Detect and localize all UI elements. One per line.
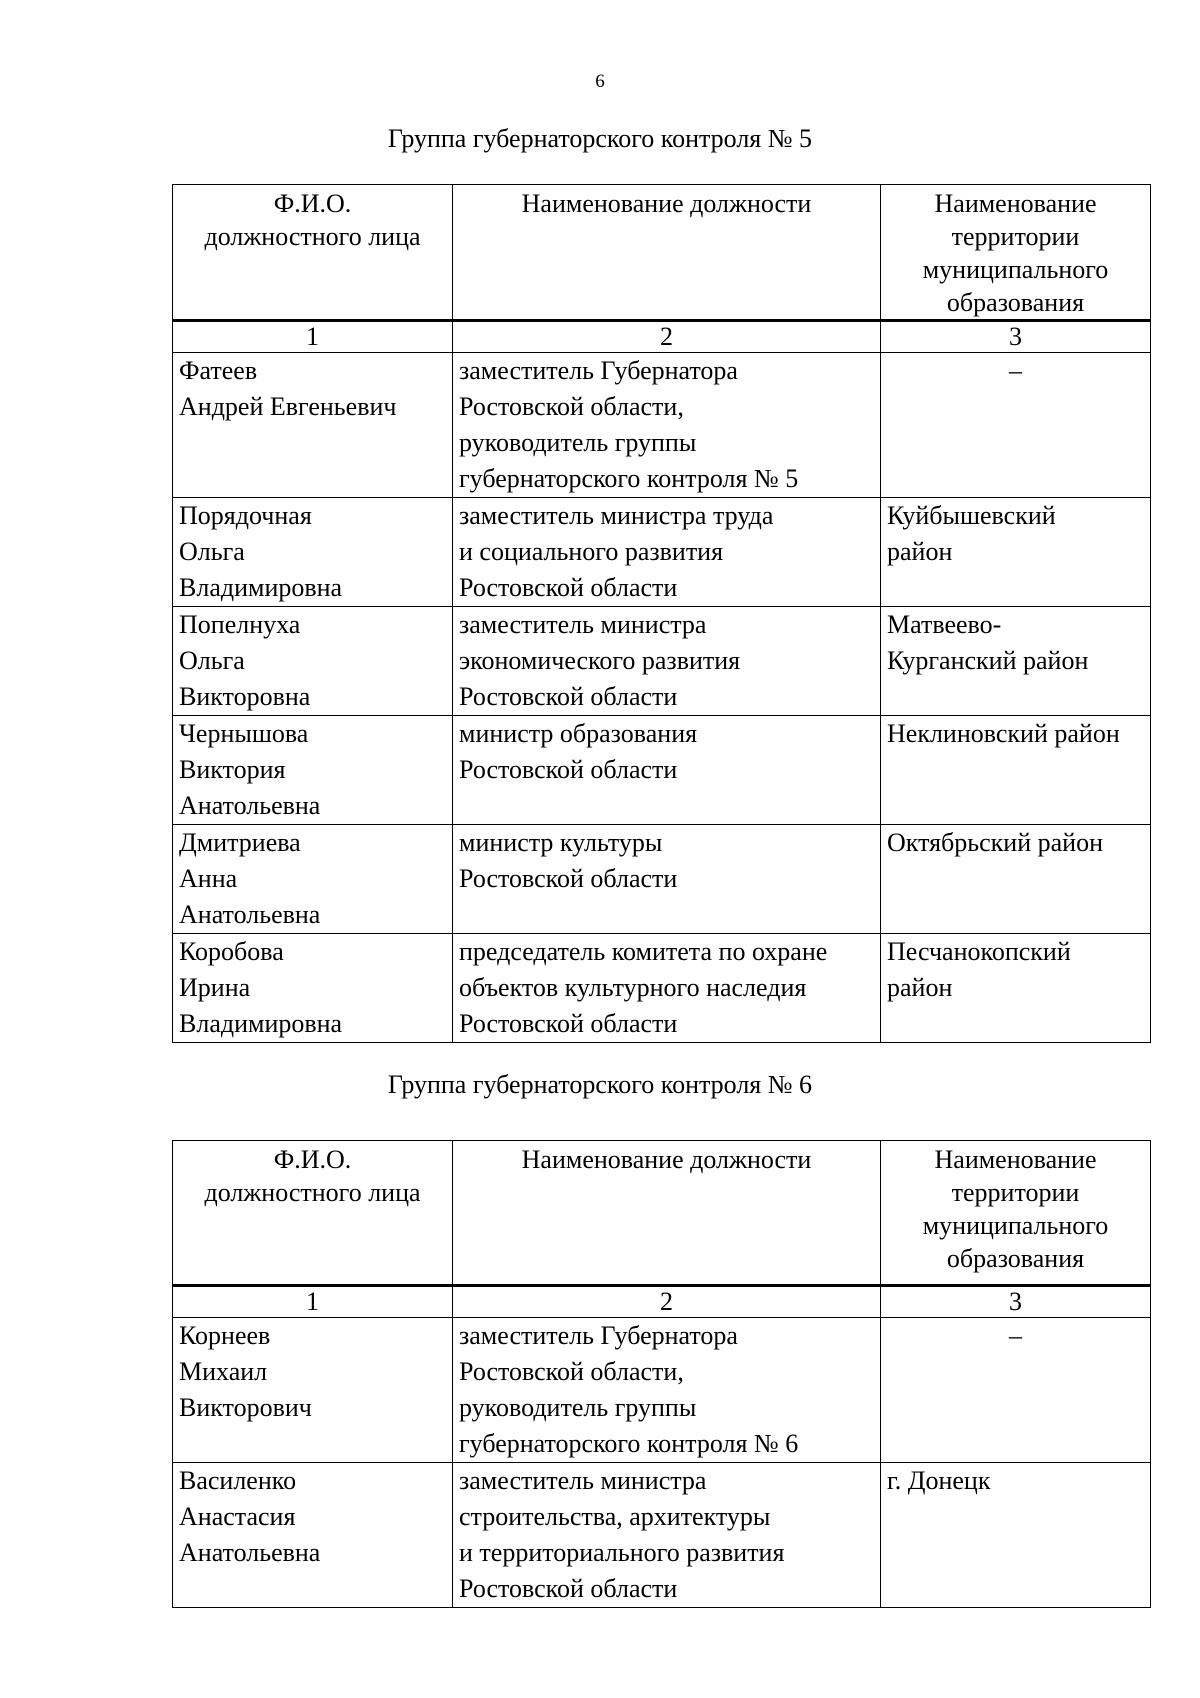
column-number: 3	[881, 321, 1151, 353]
column-number: 1	[173, 321, 453, 353]
table-row	[173, 1318, 1151, 1463]
cell-name: Фатеев Андрей Евгеньевич	[173, 353, 453, 498]
cell-name: Корнеев Михаил Викторович	[173, 1318, 453, 1463]
column-number: 1	[173, 1286, 453, 1318]
table-row	[173, 607, 1151, 716]
column-number: 3	[881, 1286, 1151, 1318]
header-name: Ф.И.О. должностного лица	[173, 185, 453, 321]
cell-name: Василенко Анастасия Анатольевна	[173, 1463, 453, 1608]
cell-name: Попелнуха Ольга Викторовна	[173, 607, 453, 716]
page-number: 6	[595, 71, 605, 92]
table-row	[173, 1463, 1151, 1608]
header-territory: Наименование территории муниципального образования	[881, 185, 1151, 321]
cell-territory: Куйбышевский район	[881, 498, 1151, 607]
cell-position: заместитель Губернатора Ростовской области, руководитель группы губернаторского контроля № 5	[453, 353, 881, 498]
cell-territory: Неклиновский район	[881, 716, 1151, 825]
column-number: 2	[453, 321, 881, 353]
table-header-row	[173, 1141, 1151, 1286]
cell-position: заместитель Губернатора Ростовской области, руководитель группы губернаторского контроля № 6	[453, 1318, 881, 1463]
table-row	[173, 353, 1151, 498]
group-table	[172, 1140, 1151, 1608]
cell-territory: г. Донецк	[881, 1463, 1151, 1608]
cell-position: министр культуры Ростовской области	[453, 825, 881, 934]
cell-name: Порядочная Ольга Владимировна	[173, 498, 453, 607]
header-name: Ф.И.О. должностного лица	[173, 1141, 453, 1286]
cell-territory: –	[881, 353, 1151, 498]
cell-name: Чернышова Виктория Анатольевна	[173, 716, 453, 825]
cell-territory: –	[881, 1318, 1151, 1463]
table-row	[173, 716, 1151, 825]
table-row	[173, 934, 1151, 1043]
cell-territory: Октябрьский район	[881, 825, 1151, 934]
column-number-row	[173, 321, 1151, 353]
cell-territory: Песчанокопский район	[881, 934, 1151, 1043]
group-title: Группа губернаторского контроля № 5	[387, 124, 813, 153]
cell-position: председатель комитета по охране объектов культурного наследия Ростовской области	[453, 934, 881, 1043]
column-number-row	[173, 1286, 1151, 1318]
cell-position: заместитель министра труда и социального развития Ростовской области	[453, 498, 881, 607]
group-table	[172, 184, 1151, 1043]
cell-name: Дмитриева Анна Анатольевна	[173, 825, 453, 934]
cell-position: министр образования Ростовской области	[453, 716, 881, 825]
cell-position: заместитель министра экономического развития Ростовской области	[453, 607, 881, 716]
table-row	[173, 825, 1151, 934]
cell-position: заместитель министра строительства, архитектуры и территориального развития Ростовской области	[453, 1463, 881, 1608]
header-position: Наименование должности	[453, 185, 881, 321]
cell-territory: Матвеево- Курганский район	[881, 607, 1151, 716]
column-number: 2	[453, 1286, 881, 1318]
table-header-row	[173, 185, 1151, 321]
group-title: Группа губернаторского контроля № 6	[387, 1070, 813, 1099]
cell-name: Коробова Ирина Владимировна	[173, 934, 453, 1043]
header-position: Наименование должности	[453, 1141, 881, 1286]
table-row	[173, 498, 1151, 607]
header-territory: Наименование территории муниципального образования	[881, 1141, 1151, 1286]
